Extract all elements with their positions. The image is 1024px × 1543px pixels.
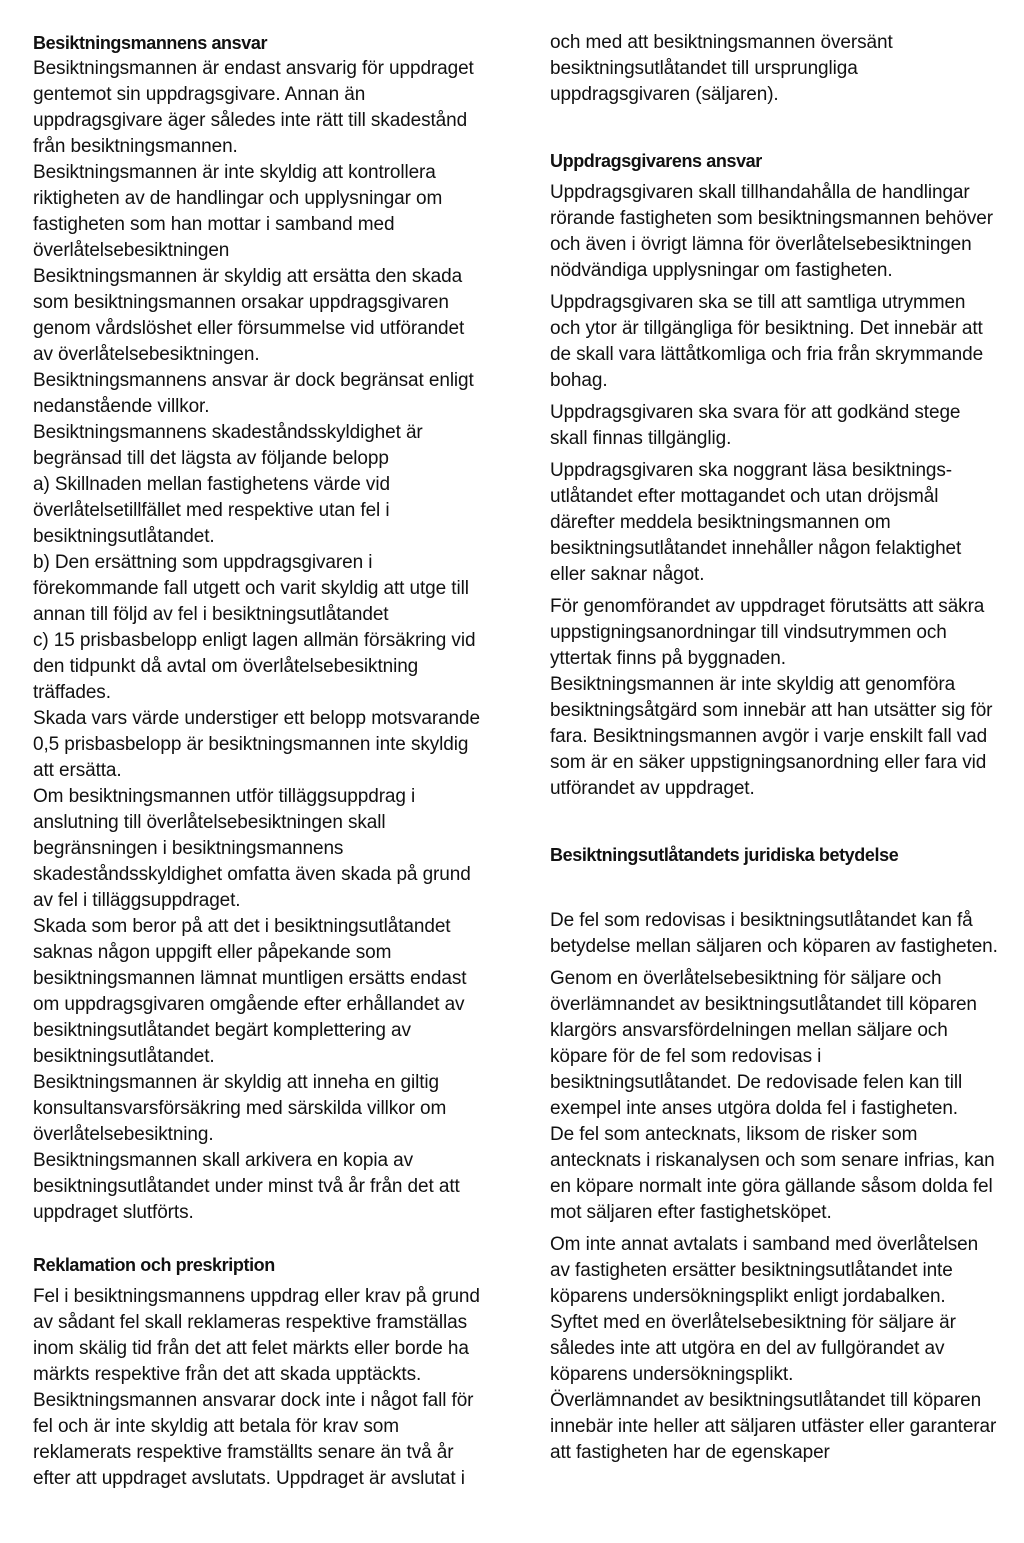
right-column bbox=[550, 30, 1000, 1466]
left-column bbox=[33, 30, 483, 1492]
paragraph: Fel i besiktningsmannens uppdrag eller krav på grund av sådant fel skall reklameras respektive framställas inom skälig tid från det att felet märkts eller borde ha märkts respektive från det att skada upptäckts. Besiktningsmannen ansvarar dock inte i något fall för fel och är inte skyldig att betala för krav som reklamerats respektive framställts senare än två år efter att uppdraget avslutats. Uppdraget är avslutat i bbox=[33, 1286, 480, 1489]
section-heading-besiktningsmannens-ansvar: Besiktningsmannens ansvar bbox=[33, 33, 268, 53]
section-heading-juridiska-betydelse: Besiktningsutlåtandets juridiska betydelse bbox=[550, 845, 899, 865]
paragraph: Syftet med en överlåtelsebesiktning för säljare är således inte att utgöra en del av fullgörandet av köparens undersökningsplikt. bbox=[550, 1312, 956, 1385]
paragraph: Besiktningsmannens skadeståndsskyldighet är begränsad till det lägsta av följande belopp bbox=[33, 422, 423, 469]
section-spacer bbox=[550, 802, 1000, 842]
paragraph: Besiktningsmannen är inte skyldig att genomföra besiktningsåtgärd som innebär att han utsätter sig för fara. Besiktningsmannen avgör i varje enskilt fall vad som är en säker uppstigningsanordning eller fara vid utförandet av uppdraget. bbox=[550, 674, 993, 799]
paragraph: De fel som antecknats, liksom de risker som antecknats i riskanalysen och som senare infrias, kan en köpare normalt inte göra gällande såsom dolda fel mot säljaren efter fastighetsköpet. bbox=[550, 1124, 995, 1223]
paragraph: Uppdragsgivaren skall tillhandahålla de handlingar rörande fastigheten som besiktningsmannen behöver och även i övrigt lämna för överlåtelsebesiktningen nödvändiga upplysningar om fastigheten. bbox=[550, 182, 993, 281]
paragraph: Besiktningsmannen är skyldig att ersätta den skada som besiktningsmannen orsakar uppdragsgivaren genom vårdslöshet eller försummelse vid utförandet av överlåtelsebesiktningen. bbox=[33, 266, 465, 365]
paragraph: Besiktningsmannen är skyldig att inneha en giltig konsultansvarsförsäkring med särskilda villkor om överlåtelsebesiktning. bbox=[33, 1072, 447, 1145]
paragraph: Om besiktningsmannen utför tilläggsuppdrag i anslutning till överlåtelsebesiktningen skall begränsningen i besiktningsmannens skadeståndsskyldighet omfatta även skada på grund av fel i tilläggsuppdraget. bbox=[33, 786, 471, 911]
list-item-c: c) 15 prisbasbelopp enligt lagen allmän försäkring vid den tidpunkt då avtal om överlåtelsebesiktning träffades. bbox=[33, 630, 476, 703]
paragraph: Uppdragsgivaren ska noggrant läsa besiktnings-utlåtandet efter mottagandet och utan dröjsmål därefter meddela besiktningsmannen om besiktningsutlåtandet innehåller någon felaktighet eller saknar något. bbox=[550, 460, 962, 585]
section-spacer bbox=[550, 108, 1000, 148]
paragraph: Besiktningsmannen är endast ansvarig för uppdraget gentemot sin uppdragsgivare. Annan än uppdragsgivare äger således inte rätt till skadestånd från besiktningsmannen. bbox=[33, 58, 474, 157]
paragraph: Skada som beror på att det i besiktningsutlåtandet saknas någon uppgift eller påpekande som besiktningsmannen lämnat muntligen ersätts endast om uppdragsgivaren omgående efter erhållandet av besiktningsutlåtandet begärt komplettering av besiktningsutlåtandet. bbox=[33, 916, 467, 1067]
continued-paragraph: och med att besiktningsmannen översänt besiktningsutlåtandet till ursprungliga uppdragsgivaren (säljaren). bbox=[550, 32, 893, 105]
paragraph: För genomförandet av uppdraget förutsätts att säkra uppstigningsanordningar till vindsutrymmen och yttertak finns på byggnaden. bbox=[550, 596, 985, 669]
paragraph: Uppdragsgivaren ska se till att samtliga utrymmen och ytor är tillgängliga för besiktning. Det innebär att de skall vara lättåtkomliga och fria från skrymmande bohag. bbox=[550, 292, 984, 391]
paragraph: Uppdragsgivaren ska svara för att godkänd stege skall finnas tillgänglig. bbox=[550, 402, 961, 449]
list-item-b: b) Den ersättning som uppdragsgivaren i förekommande fall utgett och varit skyldig att utge till annan till följd av fel i besiktningsutlåtandet bbox=[33, 552, 469, 625]
section-heading-reklamation-och-preskription: Reklamation och preskription bbox=[33, 1255, 275, 1275]
paragraph: Skada vars värde understiger ett belopp motsvarande 0,5 prisbasbelopp är besiktningsmannen inte skyldig att ersätta. bbox=[33, 708, 480, 781]
paragraph: Överlämnandet av besiktningsutlåtandet till köparen innebär inte heller att säljaren utfäster eller garanterar att fastigheten har de egenskaper bbox=[550, 1390, 997, 1463]
paragraph: Besiktningsmannens ansvar är dock begränsat enligt nedanstående villkor. bbox=[33, 370, 474, 417]
paragraph: Besiktningsmannen skall arkivera en kopia av besiktningsutlåtandet under minst två år från det att uppdraget slutförts. bbox=[33, 1150, 460, 1223]
paragraph: Om inte annat avtalats i samband med överlåtelsen av fastigheten ersätter besiktningsutlåtandet inte köparens undersökningsplikt enligt jordabalken. bbox=[550, 1234, 979, 1307]
paragraph: Besiktningsmannen är inte skyldig att kontrollera riktigheten av de handlingar och upplysningar om fastigheten som han mottar i samband med överlåtelsebesiktningen bbox=[33, 162, 443, 261]
paragraph: De fel som redovisas i besiktningsutlåtandet kan få betydelse mellan säljaren och köparen av fastigheten. bbox=[550, 910, 998, 957]
section-heading-uppdragsgivarens-ansvar: Uppdragsgivarens ansvar bbox=[550, 151, 762, 171]
section-spacer bbox=[33, 1226, 483, 1252]
list-item-a: a) Skillnaden mellan fastighetens värde vid överlåtelsetillfället med respektive utan fel i besiktningsutlåtandet. bbox=[33, 474, 390, 547]
paragraph: Genom en överlåtelsebesiktning för säljare och överlämnandet av besiktningsutlåtandet till köparen klargörs ansvarsfördelningen mellan säljare och köpare för de fel som redovisas i besiktningsutlåtandet. De redovisade felen kan till exempel inte anses utgöra dolda fel i fastigheten. bbox=[550, 968, 977, 1119]
section-spacer bbox=[550, 868, 1000, 908]
